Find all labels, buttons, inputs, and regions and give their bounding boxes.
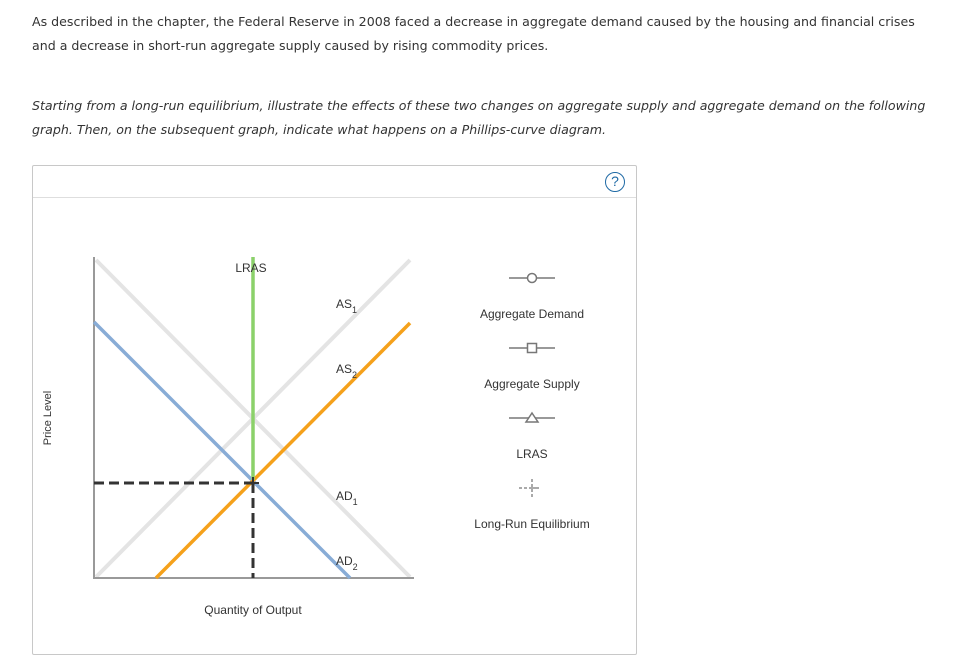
palette-label-lras: LRAS [516,447,548,461]
plus-marker-icon [519,479,539,497]
ad2-label: $AD_2$ [336,554,358,572]
as2-label: $AS_2$ [336,362,358,380]
palette-label-ad: Aggregate Demand [479,307,585,321]
as1-label: $AS_1$ [336,297,358,315]
triangle-marker-icon [509,413,555,422]
palette-long-run-equilibrium[interactable] [474,479,589,531]
palette-aggregate-demand[interactable] [480,274,584,322]
circle-marker-icon [509,274,555,283]
square-marker-icon [509,344,555,353]
x-axis-label: Quantity of Output [204,603,302,617]
lras-label: LRAS [235,261,267,275]
instruction-paragraph: Starting from a long-run equilibrium, illustrate the effects of these two changes on aggregate supply and aggregate demand on the following graph. Then, on the subsequent graph, indicate what happens on a Phillips-curve diagram. [32,98,926,137]
palette-label-lre: Long-Run Equilibrium [474,517,590,531]
palette-label-as: Aggregate Supply [484,377,580,391]
ad1-label: $AD_1$ [336,489,358,507]
intro-paragraph: As described in the chapter, the Federal Reserve in 2008 faced a decrease in aggregate demand caused by the housing and financial crises and a decrease in short-run aggregate supply caused by rising commodity prices. [32,14,915,53]
help-icon[interactable]: ? [605,172,625,192]
palette-lras[interactable] [509,413,555,461]
y-axis-label: Price Level [42,390,54,446]
palette-aggregate-supply[interactable] [484,344,579,392]
